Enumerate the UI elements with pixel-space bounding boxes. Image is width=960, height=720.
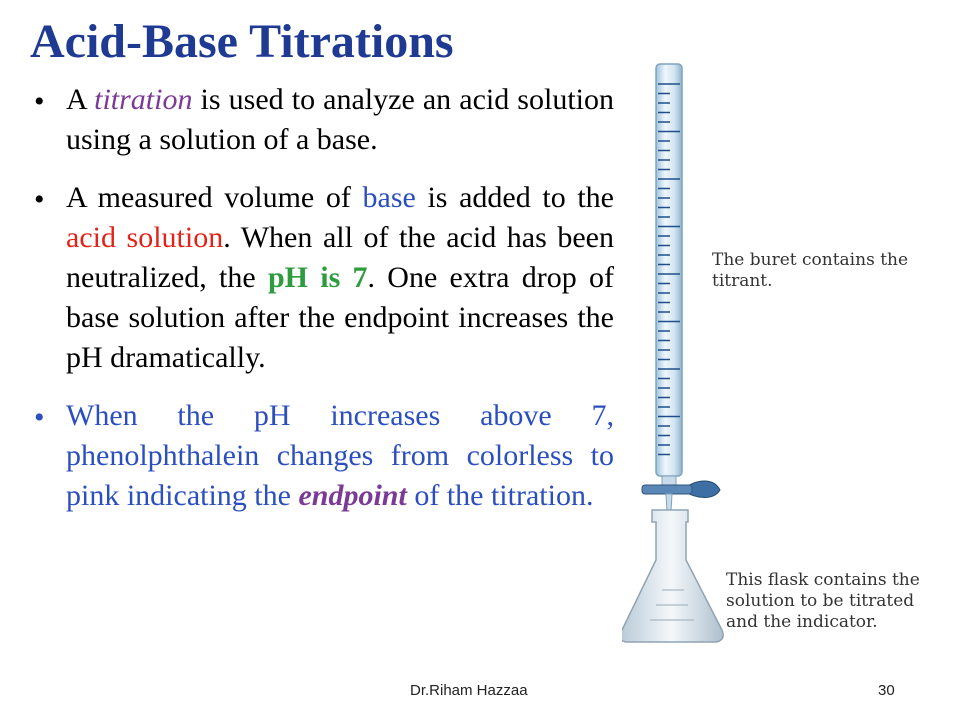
buret-caption: The buret contains the titrant.	[712, 250, 909, 291]
bullet-dot-icon: •	[34, 183, 45, 216]
buret-tube	[656, 64, 682, 476]
slide-title: Acid-Base Titrations	[30, 15, 454, 68]
bullet-text: A titration is used to analyze an acid solution using a solution of a base.	[66, 83, 614, 156]
erlenmeyer-flask	[622, 510, 723, 642]
titration-apparatus-figure	[622, 60, 942, 650]
bullet-dot-icon: •	[34, 401, 45, 434]
bullet-list	[28, 80, 614, 534]
bullet-neutralization	[28, 178, 614, 378]
buret-flask-illustration	[622, 60, 942, 650]
flask-caption: This flask contains the solution to be titrated and the indicator.	[726, 570, 920, 632]
bullet-indicator	[28, 396, 614, 516]
bullet-text: When the pH increases above 7, phenolphthalein changes from colorless to pink indicating the endpoint of the titration.	[66, 399, 614, 512]
bullet-text: A measured volume of base is added to the acid solution. When all of the acid has been neutralized, the pH is 7. One extra drop of base solution after the endpoint increases the pH dramatically.	[66, 181, 614, 374]
bullet-titration-definition	[28, 80, 614, 160]
footer-author: Dr.Riham Hazzaa	[410, 682, 528, 699]
page-number: 30	[878, 682, 895, 699]
bullet-dot-icon: •	[34, 85, 45, 118]
